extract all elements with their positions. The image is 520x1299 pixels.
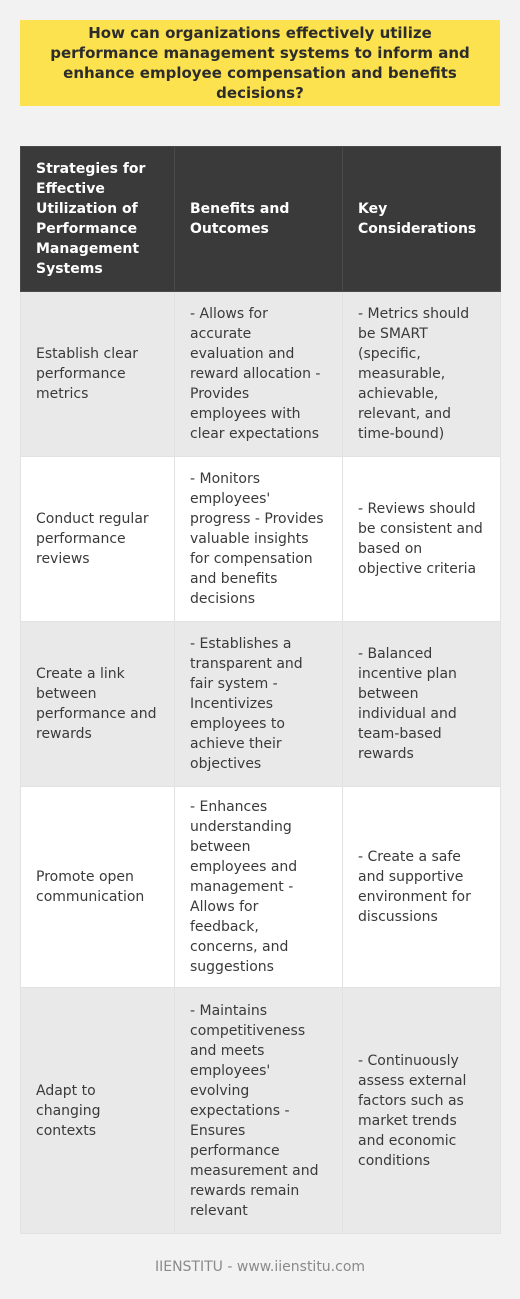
considerations-cell: - Metrics should be SMART (specific, measurable, achievable, relevant, and time-bound) — [343, 292, 501, 457]
benefits-cell: - Establishes a transparent and fair system - Incentivizes employees to achieve their objectives — [175, 622, 343, 787]
strategies-table — [20, 146, 501, 1234]
column-header-benefits: Benefits and Outcomes — [175, 147, 343, 292]
considerations-cell: - Create a safe and supportive environment for discussions — [343, 787, 501, 988]
column-header-considerations: Key Considerations — [343, 147, 501, 292]
strategy-cell: Promote open communication — [21, 787, 175, 988]
strategy-cell: Conduct regular performance reviews — [21, 457, 175, 622]
table-header-row — [21, 147, 501, 292]
strategy-cell: Adapt to changing contexts — [21, 988, 175, 1234]
page-title: How can organizations effectively utilize performance management systems to inform and enhance employee compensation and benefits decisions? — [50, 24, 470, 102]
considerations-cell: - Continuously assess external factors such as market trends and economic conditions — [343, 988, 501, 1234]
table-row — [21, 292, 501, 457]
strategy-cell: Create a link between performance and rewards — [21, 622, 175, 787]
benefits-cell: - Monitors employees' progress - Provides valuable insights for compensation and benefits decisions — [175, 457, 343, 622]
benefits-cell: - Enhances understanding between employees and management - Allows for feedback, concerns, and suggestions — [175, 787, 343, 988]
benefits-cell: - Maintains competitiveness and meets employees' evolving expectations - Ensures performance measurement and rewards remain relevant — [175, 988, 343, 1234]
table-row — [21, 988, 501, 1234]
table-row — [21, 622, 501, 787]
strategy-cell: Establish clear performance metrics — [21, 292, 175, 457]
considerations-cell: - Balanced incentive plan between individual and team-based rewards — [343, 622, 501, 787]
considerations-cell: - Reviews should be consistent and based on objective criteria — [343, 457, 501, 622]
benefits-cell: - Allows for accurate evaluation and reward allocation - Provides employees with clear expectations — [175, 292, 343, 457]
column-header-strategies: Strategies for Effective Utilization of Performance Management Systems — [21, 147, 175, 292]
table-row — [21, 457, 501, 622]
footer-credit: IIENSTITU - www.iienstitu.com — [154, 1259, 366, 1275]
table-row — [21, 787, 501, 988]
title-box — [20, 20, 500, 106]
